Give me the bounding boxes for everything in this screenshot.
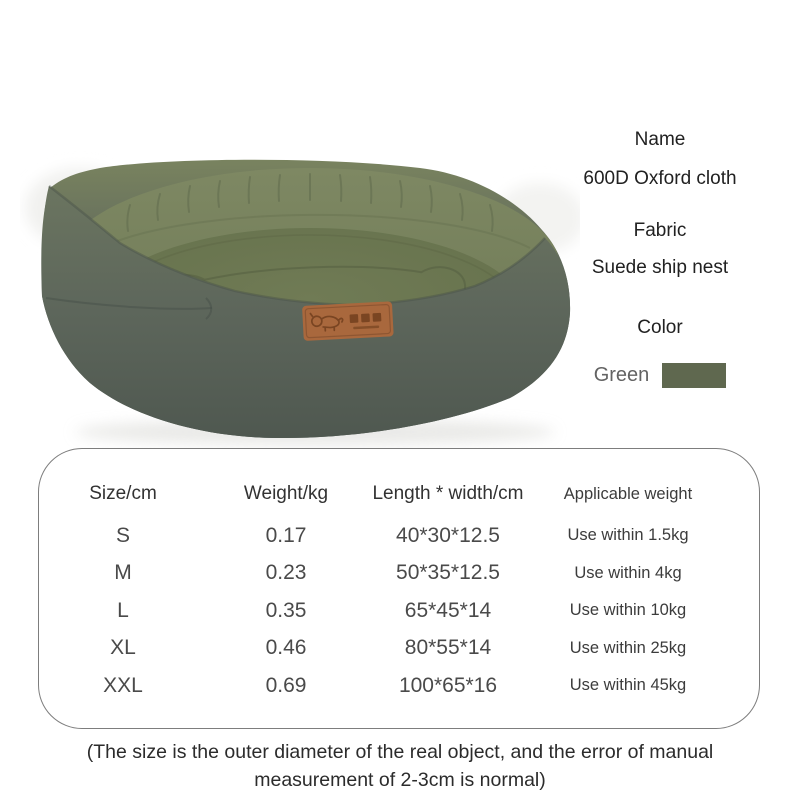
applicable-cell: Use within 25kg — [569, 638, 687, 657]
weight-cell: 0.69 — [265, 673, 307, 697]
applicable-cell: Use within 1.5kg — [567, 526, 689, 545]
fabric-label: Fabric — [633, 220, 687, 241]
table-row — [39, 555, 759, 593]
color-value-row — [546, 363, 774, 388]
size-cell: M — [114, 561, 132, 585]
fabric-value: Suede ship nest — [591, 257, 729, 278]
size-cell: XXL — [103, 673, 143, 697]
applicable-cell: Use within 45kg — [569, 676, 687, 695]
size-footnote: (The size is the outer diameter of the real object, and the error of manual measurement of 2-3cm is normal) — [86, 741, 714, 791]
size-cell: S — [115, 523, 130, 547]
weight-cell: 0.17 — [265, 523, 307, 547]
table-row — [39, 630, 759, 668]
dims-cell: 100*65*16 — [398, 673, 498, 697]
header-size: Size/cm — [89, 483, 157, 504]
dims-cell: 40*30*12.5 — [396, 523, 500, 547]
header-dims: Length * width/cm — [372, 483, 524, 504]
color-label: Color — [637, 317, 683, 338]
table-row — [39, 592, 759, 630]
weight-cell: 0.23 — [265, 561, 307, 585]
table-row — [39, 517, 759, 555]
size-cell: L — [117, 598, 129, 622]
weight-cell: 0.46 — [265, 636, 307, 660]
weight-cell: 0.35 — [265, 598, 307, 622]
product-info-panel — [546, 129, 774, 388]
header-weight: Weight/kg — [243, 483, 329, 504]
brand-label — [302, 301, 394, 341]
applicable-cell: Use within 4kg — [574, 563, 682, 582]
product-photo — [20, 148, 580, 448]
dims-cell: 50*35*12.5 — [396, 561, 500, 585]
dims-cell: 65*45*14 — [404, 598, 492, 622]
name-label: Name — [634, 129, 686, 150]
size-table — [38, 448, 760, 729]
color-value: Green — [593, 364, 650, 386]
applicable-cell: Use within 10kg — [569, 601, 687, 620]
header-applicable: Applicable weight — [563, 484, 693, 503]
color-swatch — [662, 363, 726, 388]
size-cell: XL — [110, 636, 136, 660]
dims-cell: 80*55*14 — [404, 636, 492, 660]
pet-bed-image — [20, 148, 580, 448]
table-header-row — [39, 482, 759, 506]
label-text-marks — [350, 313, 382, 330]
table-body — [39, 517, 759, 705]
name-value: 600D Oxford cloth — [583, 168, 737, 189]
table-row — [39, 667, 759, 705]
